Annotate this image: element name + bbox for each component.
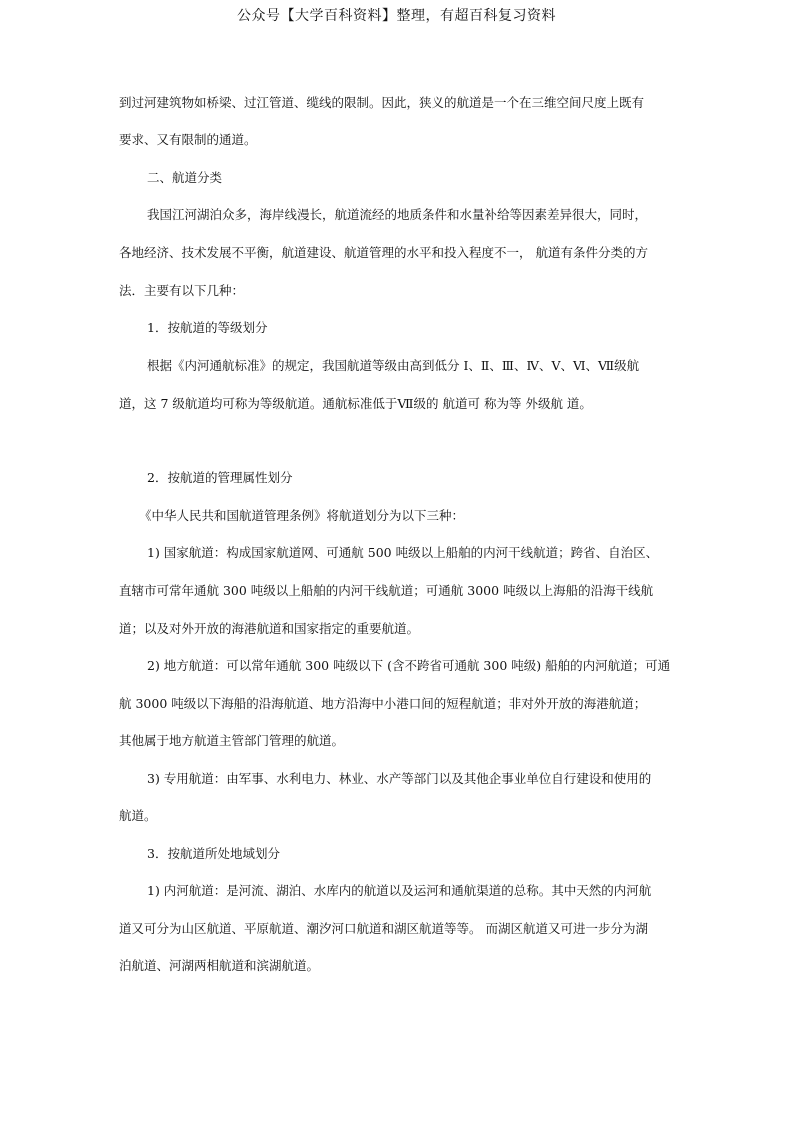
- text-line: 法．主要有以下几种：: [119, 283, 245, 298]
- text-line: 道；以及对外开放的海港航道和国家指定的重要航道。: [119, 621, 420, 636]
- list-item: 1) 国家航道：构成国家航道网、可通航 500 吨级以上船舶的内河干线航道；跨省、自治区、: [147, 545, 659, 560]
- section-heading: 二、航道分类: [147, 170, 223, 185]
- text-line: 航道。: [119, 808, 157, 823]
- list-item: 2) 地方航道：可以常年通航 300 吨级以下 (含不跨省可通航 300 吨级) 船舶的内河航道；可通: [147, 658, 671, 673]
- list-item: 3) 专用航道：由军事、水利电力、林业、水产等部门以及其他企事业单位自行建设和使用的: [147, 771, 652, 786]
- text-line: 泊航道、河湖两相航道和滨湖航道。: [119, 958, 320, 973]
- text-line: 到过河建筑物如桥梁、过江管道、缆线的限制。因此，狭义的航道是一个在三维空间尺度上既有: [119, 95, 645, 110]
- text-line: 航 3000 吨级以下海船的沿海航道、地方沿海中小港口间的短程航道；非对外开放的海港航道；: [119, 696, 647, 711]
- text-line: 道又可分为山区航道、平原航道、潮汐河口航道和湖区航道等等。 而湖区航道又可进一步分为湖: [119, 921, 648, 936]
- text-line: 根据《内河通航标准》的规定，我国航道等级由高到低分 Ⅰ、Ⅱ、Ⅲ、Ⅳ、Ⅴ、Ⅵ、Ⅶ级航: [147, 358, 640, 373]
- text-line: 各地经济、技术发展不平衡，航道建设、航道管理的水平和投入程度不一， 航道有条件分类的方: [119, 245, 648, 260]
- text-line: 直辖市可常年通航 300 吨级以上船舶的内河干线航道；可通航 3000 吨级以上海船的沿海干线航: [119, 583, 654, 598]
- text-line: 其他属于地方航道主管部门管理的航道。: [119, 733, 345, 748]
- text-line: 《中华人民共和国航道管理条例》将航道划分为以下三种：: [139, 508, 465, 523]
- text-line: 要求、又有限制的通道。: [119, 132, 257, 147]
- subsection-heading: 1．按航道的等级划分: [147, 320, 268, 335]
- subsection-heading: 2．按航道的管理属性划分: [147, 470, 293, 485]
- page-header: 公众号【大学百科资料】整理，有超百科复习资料: [237, 8, 556, 24]
- subsection-heading: 3．按航道所处地域划分: [147, 846, 280, 861]
- text-line: 我国江河湖泊众多，海岸线漫长，航道流经的地质条件和水量补给等因素差异很大，同时，: [147, 207, 648, 222]
- list-item: 1) 内河航道：是河流、湖泊、水库内的航道以及运河和通航渠道的总称。其中天然的内河航: [147, 883, 652, 898]
- text-line: 道，这 7 级航道均可称为等级航道。通航标准低于Ⅶ级的 航道可 称为等 外级航 道。: [119, 396, 592, 411]
